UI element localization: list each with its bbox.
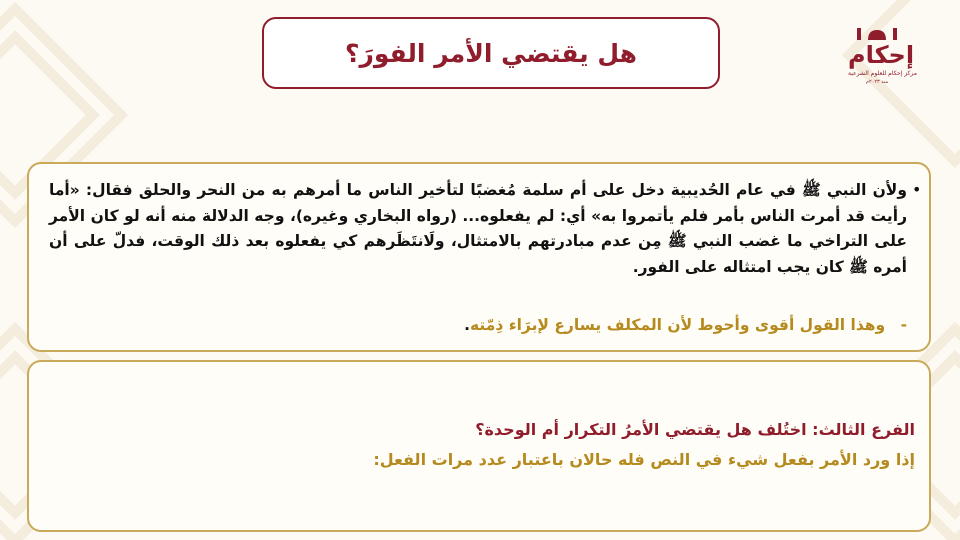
logo-word: إحكام bbox=[848, 41, 915, 69]
page-title: هل يقتضي الأمر الفورَ؟ bbox=[344, 38, 637, 68]
logo-subtitle: مركز إحكام للعلوم الشرعية bbox=[848, 70, 917, 77]
title-box bbox=[262, 17, 720, 89]
branch-title: الفرع الثالث: اختُلف هل يقتضي الأمرُ التكرار أم الوحدة؟ bbox=[475, 420, 915, 439]
branch-line: إذا ورد الأمر بفعل شيء في النص فله حالان باعتبار عدد مرات الفعل: bbox=[373, 450, 915, 469]
evidence-paragraph: ولأن النبي ﷺ في عام الحُديبية دخل على أم سلمة مُغضبًا لتأخير الناس ما أمرهم به من النحر والحلق فقال: «أما رأيت قد أمرت الناس بأمر فلم يأتمروا به» أي: لم يفعلوه... (رواه البخاري وغيره)، وجه الدلالة منه أنه لو كان الأمر على التراخي ما غضب النبي ﷺ مِن عدم مبادرتهم بالامتثال، ولَانتَظَرهم كي يفعلوه بعد ذلك الوقت، فدلّ على أن أمره ﷺ كان يجب امتثاله على الفور. bbox=[49, 181, 907, 276]
conclusion-text: وهذا القول أقوى وأحوط لأن المكلف يسارع لإبرَاء ذِمّته bbox=[470, 316, 886, 334]
conclusion-line bbox=[49, 314, 907, 336]
branch-card bbox=[27, 360, 931, 532]
evidence-card bbox=[27, 162, 931, 352]
conclusion-period: . bbox=[464, 316, 471, 334]
logo-tagline: منذ ٢٠٢٣م bbox=[865, 79, 889, 85]
dash-marker: - bbox=[900, 316, 907, 334]
bullet-marker: • bbox=[912, 180, 922, 199]
logo bbox=[848, 26, 917, 94]
